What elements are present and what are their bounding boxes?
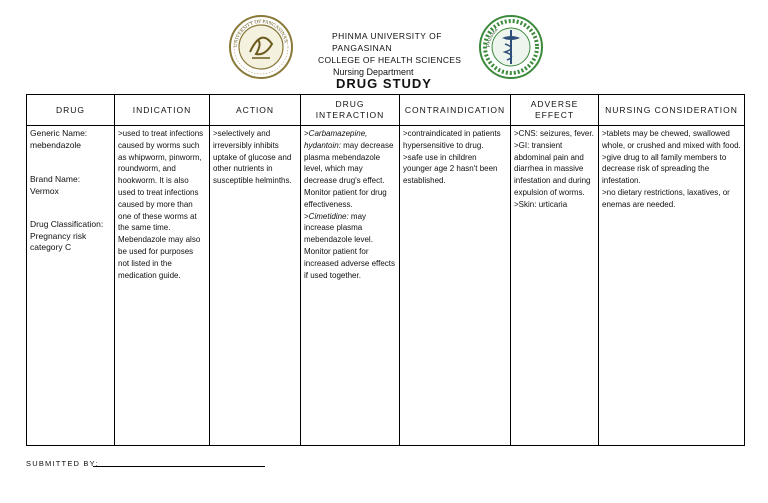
header-indication: INDICATION <box>115 95 210 126</box>
university-seal-logo <box>228 14 294 80</box>
university-name: PHINMA UNIVERSITY OF PANGASINAN <box>332 31 442 53</box>
contraindication-cell <box>400 126 511 446</box>
drug-study-table <box>26 94 745 446</box>
letterhead <box>300 30 500 78</box>
header-drug: DRUG <box>27 95 115 126</box>
nursing-item: >tablets may be chewed, swallowed whole, or crushed and mixed with food. <box>602 129 741 150</box>
interaction-item: >Cimetidine: may increase plasma mebendazole level. Monitor patient for increased adverse effects if used together. <box>304 211 396 280</box>
header-nursing-consideration: NURSING CONSIDERATION <box>599 95 745 126</box>
submitted-by-label: SUBMITTED BY: <box>26 459 99 468</box>
drug-cell <box>27 126 115 446</box>
pregnancy-category: Pregnancy risk category C <box>30 230 87 252</box>
adverse-item-gi: >GI: transient abdominal pain and diarrhea in massive infestation and during expulsion of worms. <box>514 140 591 197</box>
nursing-item: >give drug to all family members to decrease risk of spreading the infestation. <box>602 152 727 186</box>
header-adverse-effect: ADVERSE EFFECT <box>511 95 599 126</box>
document-title: DRUG STUDY <box>336 76 432 91</box>
generic-name-label: Generic Name: <box>30 128 88 138</box>
brand-name-label: Brand Name: <box>30 174 81 184</box>
college-name: COLLEGE OF HEALTH SCIENCES <box>318 55 462 65</box>
adverse-effect-cell <box>511 126 599 446</box>
nursing-item: >no dietary restrictions, laxatives, or enemas are needed. <box>602 187 730 209</box>
signature-line[interactable] <box>93 466 265 467</box>
table-header-row <box>27 95 745 126</box>
contraindication-item: >contraindicated in patients hypersensitive to drug. <box>403 129 501 150</box>
contraindication-item: >safe use in children younger age 2 hasn't been established. <box>403 152 498 186</box>
seal-right-text: PHINMA <box>485 27 500 48</box>
interaction-item: >Carbamazepine, hydantoin: may decrease plasma mebendazole level, which may decrease drug's effect. Monitor patient for drug effectiveness. <box>304 129 394 209</box>
seal-left-text: UNIVERSITY OF PANGASINAN <box>233 19 288 48</box>
department-name: Nursing Department <box>333 67 414 77</box>
brand-name-value: Vermox <box>30 185 59 196</box>
header-drug-interaction: DRUG INTERACTION <box>301 95 400 126</box>
action-cell: >selectively and irreversibly inhibits uptake of glucose and other nutrients in susceptible helminths. <box>210 126 301 446</box>
interaction-cell <box>301 126 400 446</box>
header-contraindication: CONTRAINDICATION <box>400 95 511 126</box>
generic-name-value: mebendazole <box>30 139 82 150</box>
header-action: ACTION <box>210 95 301 126</box>
nursing-consideration-cell <box>599 126 745 446</box>
indication-cell: >used to treat infections caused by worms such as whipworm, pinworm, roundworm, and hookworm. It is also used to treat infections caused by more than one of these worms at the same time. Mebendazole may also be used for purposes not listed in the medication guide. <box>115 126 210 446</box>
interacting-drug: Carbamazepine, hydantoin: <box>304 129 368 150</box>
drug-classification-label: Drug Classification: <box>30 219 104 229</box>
table-row <box>27 126 745 446</box>
adverse-item-cns: >CNS: seizures, fever. <box>514 129 594 138</box>
adverse-item-skin: >Skin: urticaria <box>514 199 568 209</box>
interacting-drug: Cimetidine: <box>308 211 349 221</box>
